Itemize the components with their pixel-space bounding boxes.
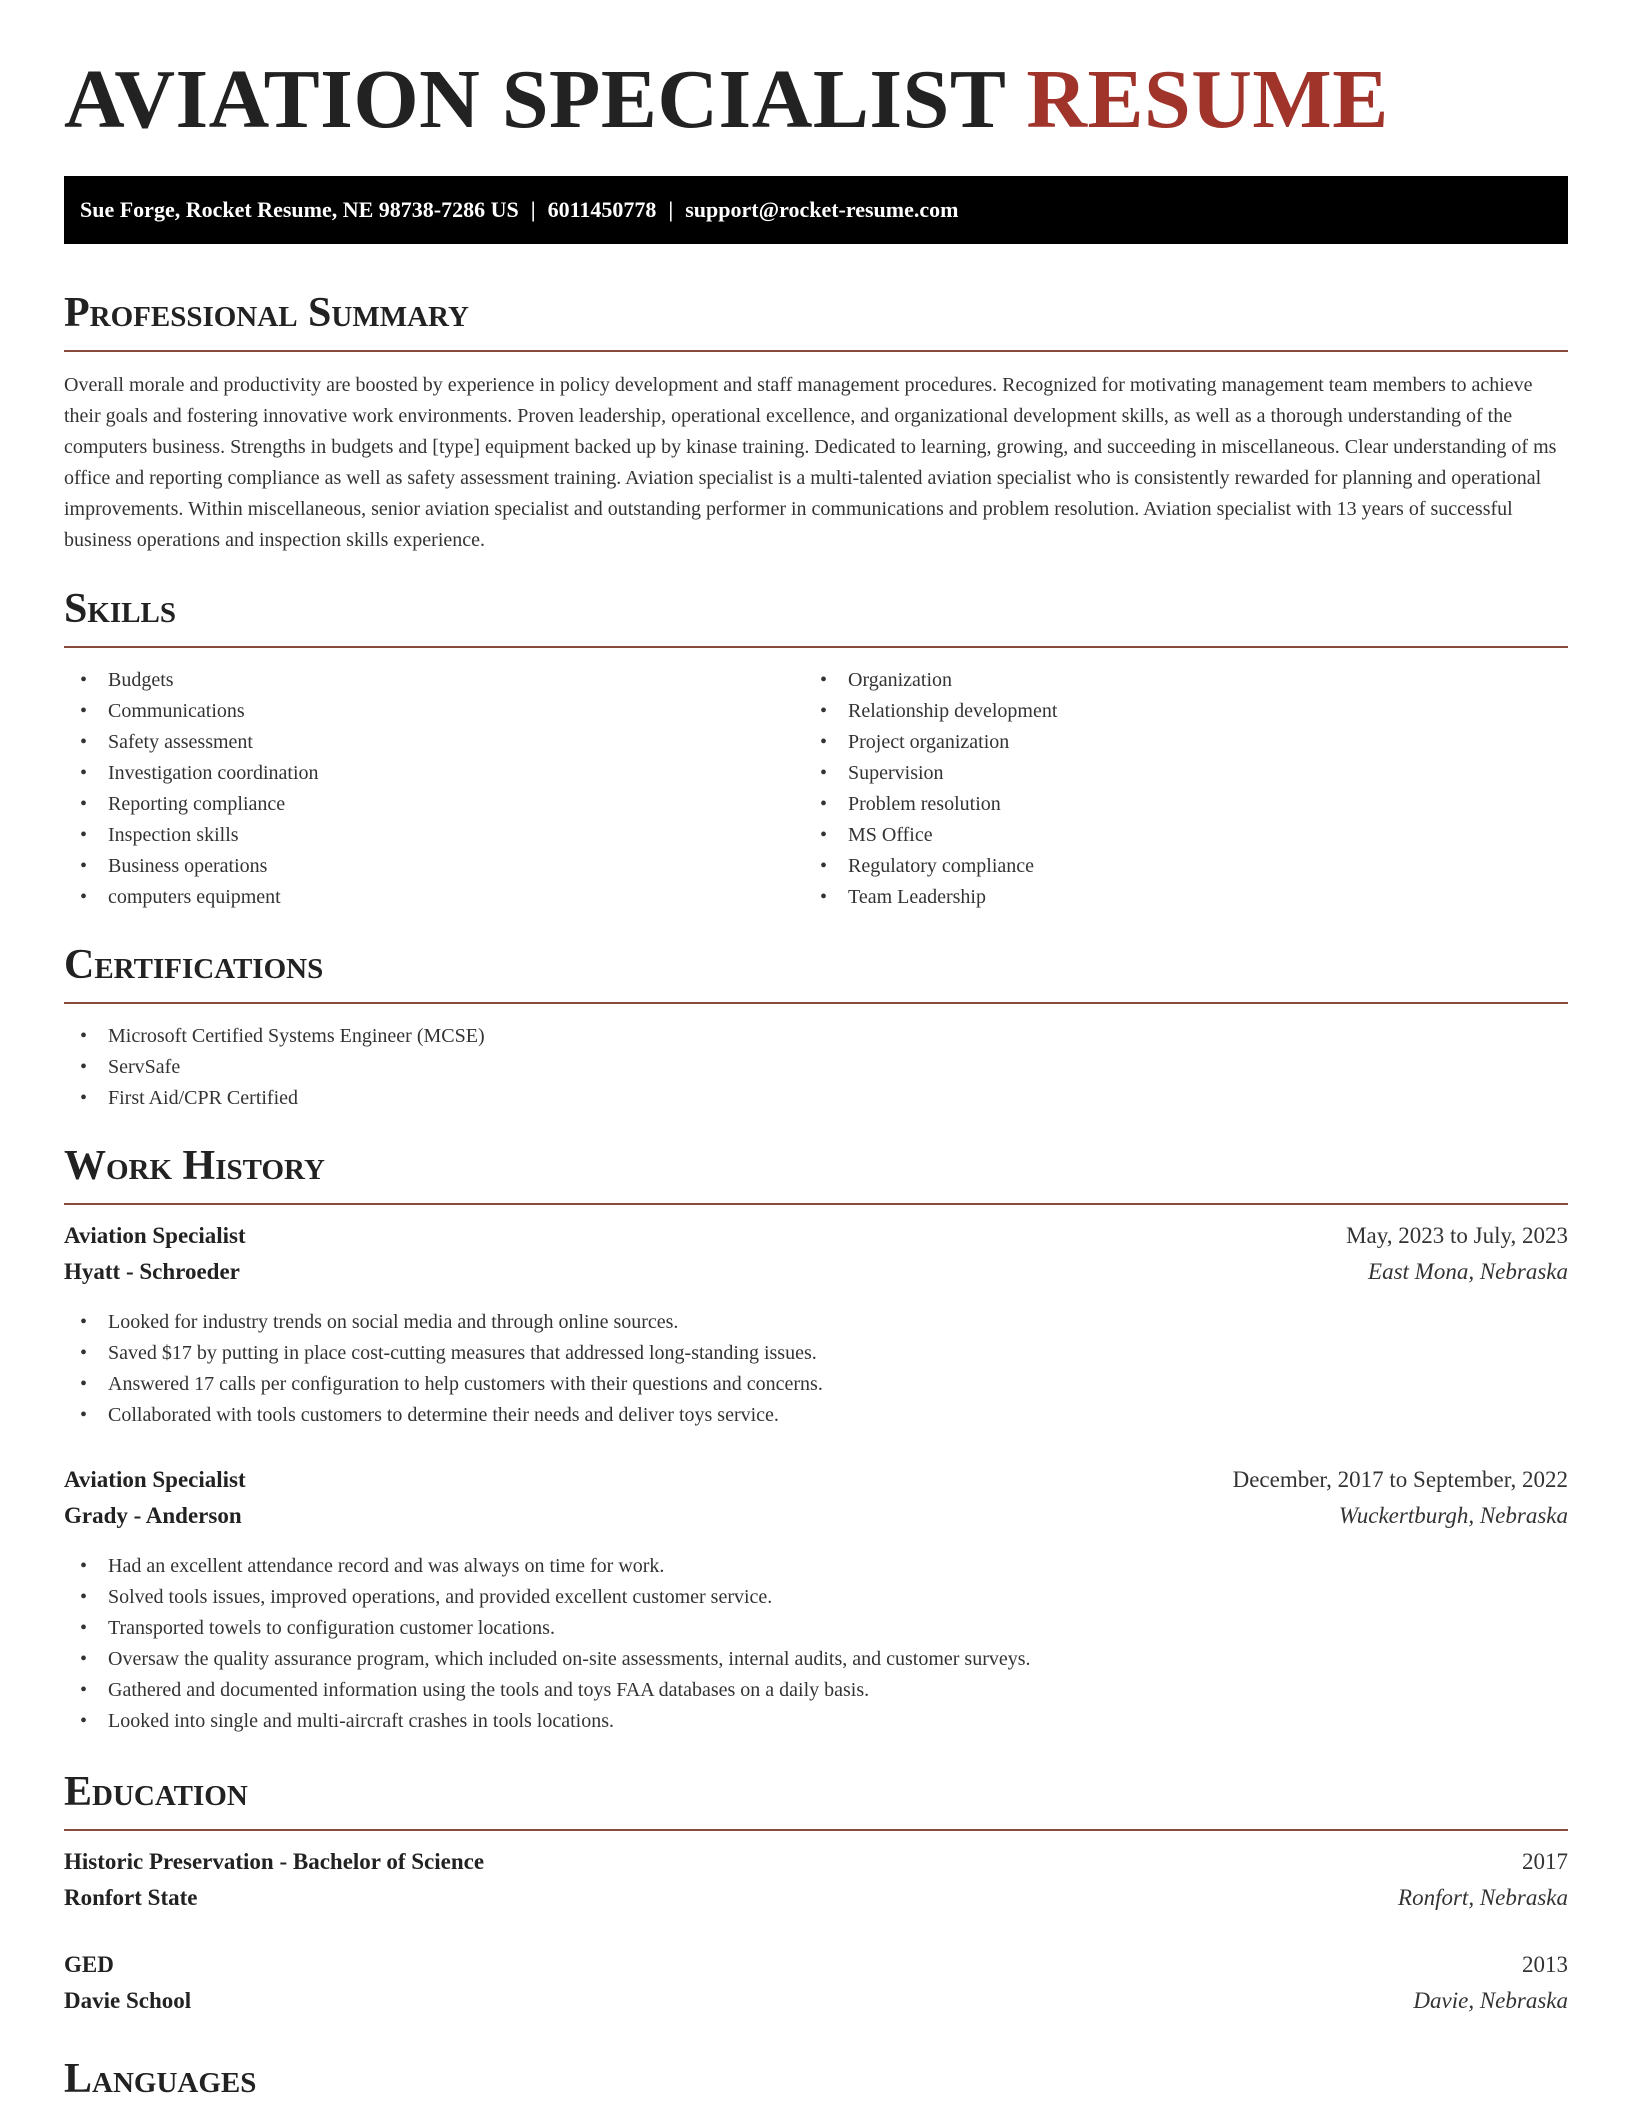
skills-heading: Skills — [64, 586, 177, 632]
job-location: East Mona, Nebraska — [1368, 1259, 1568, 1284]
job-bullets — [64, 1551, 1568, 1737]
skill-item: • MS Office — [804, 820, 1544, 851]
contact-address: Sue Forge, Rocket Resume, NE 98738-7286 US — [80, 197, 519, 222]
job-location: Wuckertburgh, Nebraska — [1338, 1503, 1568, 1528]
certifications-list — [64, 1021, 1568, 1114]
certifications-heading: Certifications — [64, 942, 324, 988]
resume-title — [64, 50, 1389, 151]
skill-item: • Investigation coordination — [64, 758, 804, 789]
skill-item: • Safety assessment — [64, 727, 804, 758]
skill-item: • Inspection skills — [64, 820, 804, 851]
education-entry — [64, 1952, 1568, 2024]
job-bullet: • Answered 17 calls per configuration to help customers with their questions and concerns. — [64, 1369, 1568, 1400]
title-accent: RESUME — [1026, 53, 1389, 146]
skill-item: • Reporting compliance — [64, 789, 804, 820]
education-degree: Historic Preservation - Bachelor of Science — [64, 1849, 485, 1874]
work-history-heading: Work History — [64, 1143, 325, 1189]
skills-list-right — [804, 665, 1544, 913]
section-divider — [64, 350, 1568, 352]
skill-item: • Organization — [804, 665, 1544, 696]
job-bullet: • Collaborated with tools customers to determine their needs and deliver toys service. — [64, 1400, 1568, 1431]
certification-item: • First Aid/CPR Certified — [64, 1083, 1568, 1114]
skill-item: • Communications — [64, 696, 804, 727]
job-bullet: • Had an excellent attendance record and was always on time for work. — [64, 1551, 1568, 1582]
skills-list-left — [64, 665, 804, 913]
certification-item: • ServSafe — [64, 1052, 1568, 1083]
job-bullet: • Oversaw the quality assurance program, which included on-site assessments, internal audits, and customer surveys. — [64, 1644, 1568, 1675]
education-school: Ronfort State — [64, 1885, 198, 1910]
education-heading: Education — [64, 1769, 248, 1815]
contact-bar — [64, 176, 1568, 244]
skill-item: • computers equipment — [64, 882, 804, 913]
education-year: 2017 — [1522, 1849, 1568, 1874]
summary-text: Overall morale and productivity are boosted by experience in policy development and staff management procedures. Recognized for motivating management team members to achieve their goals and fostering innovative work environments. Proven leadership, operational excellence, and organizational development skills, as well as a thorough understanding of the computers business. Strengths in budgets and [type] equipment backed up by kinase training. Dedicated to learning, growing, and succeeding in miscellaneous. Clear understanding of ms office and reporting compliance as well as safety assessment training. Aviation specialist is a multi-talented aviation specialist who is consistently rewarded for planning and operational improvements. Within miscellaneous, senior aviation specialist and outstanding performer in communications and problem resolution. Aviation specialist with 13 years of successful business operations and inspection skills experience. — [64, 374, 1557, 551]
education-location: Ronfort, Nebraska — [1398, 1885, 1568, 1910]
contact-separator: | — [530, 197, 536, 222]
job-bullet: • Solved tools issues, improved operations, and provided excellent customer service. — [64, 1582, 1568, 1613]
contact-phone: 6011450778 — [547, 197, 657, 222]
job-company: Hyatt - Schroeder — [64, 1259, 240, 1284]
skill-item: • Project organization — [804, 727, 1544, 758]
languages-heading: Languages — [64, 2056, 257, 2102]
skill-item: • Budgets — [64, 665, 804, 696]
education-year: 2013 — [1522, 1952, 1568, 1977]
job-entry — [64, 1223, 1568, 1431]
section-divider — [64, 1203, 1568, 1205]
job-bullet: • Gathered and documented information using the tools and toys FAA databases on a daily basis. — [64, 1675, 1568, 1706]
job-bullet: • Looked into single and multi-aircraft crashes in tools locations. — [64, 1706, 1568, 1737]
title-main: AVIATION SPECIALIST — [64, 53, 1027, 146]
education-school: Davie School — [64, 1988, 192, 2013]
job-dates: May, 2023 to July, 2023 — [1346, 1223, 1568, 1248]
job-bullet: • Saved $17 by putting in place cost-cutting measures that addressed long-standing issues. — [64, 1338, 1568, 1369]
contact-email: support@rocket-resume.com — [685, 197, 959, 222]
summary-heading: Professional Summary — [64, 290, 469, 336]
education-location: Davie, Nebraska — [1413, 1988, 1568, 2013]
skill-item: • Business operations — [64, 851, 804, 882]
skill-item: • Team Leadership — [804, 882, 1544, 913]
skill-item: • Relationship development — [804, 696, 1544, 727]
contact-separator: | — [668, 197, 674, 222]
education-degree: GED — [64, 1952, 114, 1977]
job-dates: December, 2017 to September, 2022 — [1232, 1467, 1568, 1492]
job-title: Aviation Specialist — [64, 1467, 246, 1492]
section-divider — [64, 1002, 1568, 1004]
skill-item: • Problem resolution — [804, 789, 1544, 820]
certification-item: • Microsoft Certified Systems Engineer (MCSE) — [64, 1021, 1568, 1052]
education-entry — [64, 1849, 1568, 1921]
job-bullets — [64, 1307, 1568, 1431]
job-bullet: • Looked for industry trends on social media and through online sources. — [64, 1307, 1568, 1338]
skill-item: • Supervision — [804, 758, 1544, 789]
section-divider — [64, 1829, 1568, 1831]
section-divider — [64, 646, 1568, 648]
job-title: Aviation Specialist — [64, 1223, 246, 1248]
job-entry — [64, 1467, 1568, 1737]
job-bullet: • Transported towels to configuration customer locations. — [64, 1613, 1568, 1644]
skill-item: • Regulatory compliance — [804, 851, 1544, 882]
job-company: Grady - Anderson — [64, 1503, 242, 1528]
